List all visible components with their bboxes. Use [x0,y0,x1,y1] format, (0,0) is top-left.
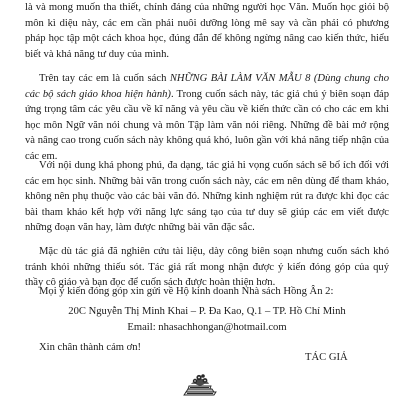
book-title: NHỮNG BÀI LÀM VĂN MẪU 8 (Dùng chung cho các bộ sách giáo khoa hiện hành) [25,73,389,100]
thanks-line: Xin chân thành cảm ơn! [39,342,142,353]
email-line: Email: nhasachhongan@hotmail.com [127,322,287,333]
stack-of-books-icon [178,368,220,398]
paragraph-book-introduction [25,71,389,165]
paragraph-text: Trên tay các em là cuốn sách [39,73,170,84]
paragraph-feedback: Mọi ý kiến đóng góp xin gửi về Hộ kinh doanh Nhà sách Hồng Ân 2: [39,286,334,297]
author-signature: TÁC GIẢ [305,352,348,363]
paragraph-intro: là và mong muốn tha thiết, chính đáng của những người học Văn. Muốn học giỏi bộ môn kì diệu này, các em cần phải nuôi dưỡng lòng mê say và cần phải có phương pháp học tập một cách khoa học, đúng đắn để không ngừng nâng cao kiến thức, hiểu biết và khả năng tư duy của mình. [25,2,389,60]
paragraph-content: Với nội dung khá phong phú, đa dạng, tác giả hi vọng cuốn sách sẽ bổ ích đối với các em học sinh. Những bài văn trong cuốn sách này, các em nên dùng để tham khảo, không nên phụ thuộc vào các bài văn đó. Những kinh nghiệm rút ra được khi đọc các bài tham khảo kết hợp với năng lực sáng tạo của tư duy sẽ giúp các em viết được những đoạn văn hay, làm được những bài văn đặc sắc. [25,160,389,234]
paragraph-text: . Trong cuốn sách này, tác giả chú ý biên soạn đáp ứng trọng tâm các yêu cầu về kĩ năng và yêu cầu về kiến thức cần có cho các em khi học môn Ngữ văn nói chung và môn Tập làm văn nói riêng. Những đề bài mở rộng và nâng cao trong cuốn sách này không quá khó, luôn gần với khả năng tiếp nhận của các em. [25,88,389,162]
address-line: 20C Nguyễn Thị Minh Khai – P. Đa Kao, Q.1 – TP. Hồ Chí Minh [68,306,346,317]
paragraph-acknowledgement: Mặc dù tác giả đã nghiên cứu tài liệu, dày công biên soạn nhưng cuốn sách khó tránh khỏi những thiếu sót. Tác giả rất mong nhận được ý kiến đóng góp của quý thầy cô giáo và bạn đọc để cuốn sách được hoàn thiện hơn. [25,246,389,289]
